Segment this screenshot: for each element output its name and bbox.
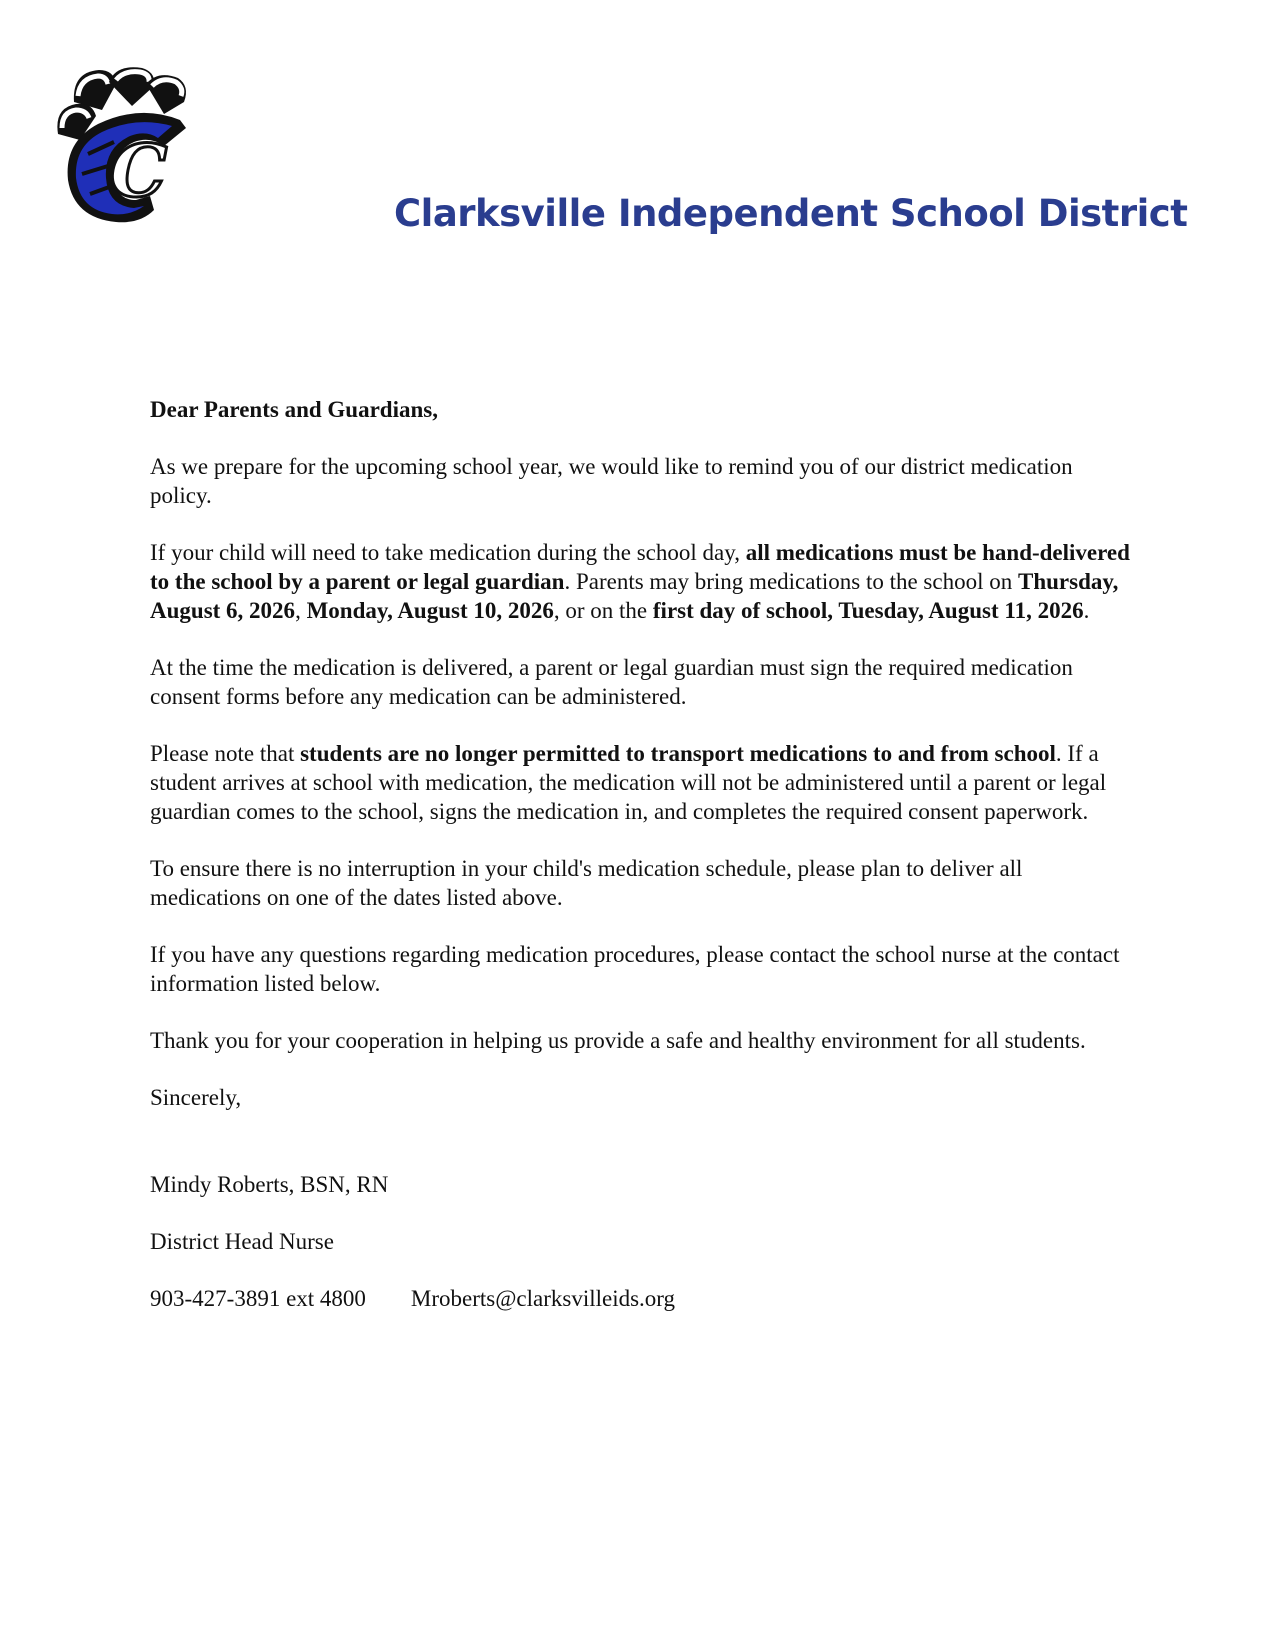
contact-line: [150, 1284, 1130, 1313]
paragraph-transport-policy: Please note that students are no longer permitted to transport medications to and from school. If a student arrives at school with medication, the medication will not be administered until a parent or legal guardian comes to the school, signs the medication in, and completes the required consent paperwork.: [150, 741, 1107, 824]
paragraph-consent: At the time the medication is delivered, a parent or legal guardian must sign the required medication consent forms before any medication can be administered.: [150, 655, 1073, 709]
paragraph-delivery: If your child will need to take medication during the school day, all medications must be hand-delivered to the school by a parent or legal guardian. Parents may bring medications to the school on Thursday, August 6, 2026, Monday, August 10, 2026, or on the first day of school, Tuesday, August 11, 2026.: [150, 540, 1130, 623]
paragraph-reminder: As we prepare for the upcoming school year, we would like to remind you of our district medication policy.: [150, 454, 1073, 508]
logo-letter: C: [110, 128, 168, 213]
email-address: Mroberts@clarksvilleids.org: [410, 1286, 676, 1311]
paragraph-schedule: To ensure there is no interruption in your child's medication schedule, please plan to deliver all medications on one of the dates listed above.: [150, 856, 1023, 910]
signer-title: District Head Nurse: [150, 1229, 334, 1254]
paragraph-thanks: Thank you for your cooperation in helping us provide a safe and healthy environment for all students.: [150, 1028, 1086, 1053]
paragraph-questions: If you have any questions regarding medication procedures, please contact the school nurse at the contact information listed below.: [150, 942, 1120, 996]
district-name: Clarksville Independent School District: [394, 192, 1188, 235]
letter-body: [150, 395, 1130, 1341]
salutation: Dear Parents and Guardians,: [150, 397, 438, 422]
closing: Sincerely,: [150, 1085, 242, 1110]
signer-name: Mindy Roberts, BSN, RN: [150, 1172, 389, 1197]
claw-c-logo: [54, 62, 194, 230]
phone-number: 903-427-3891 ext 4800: [150, 1286, 366, 1311]
